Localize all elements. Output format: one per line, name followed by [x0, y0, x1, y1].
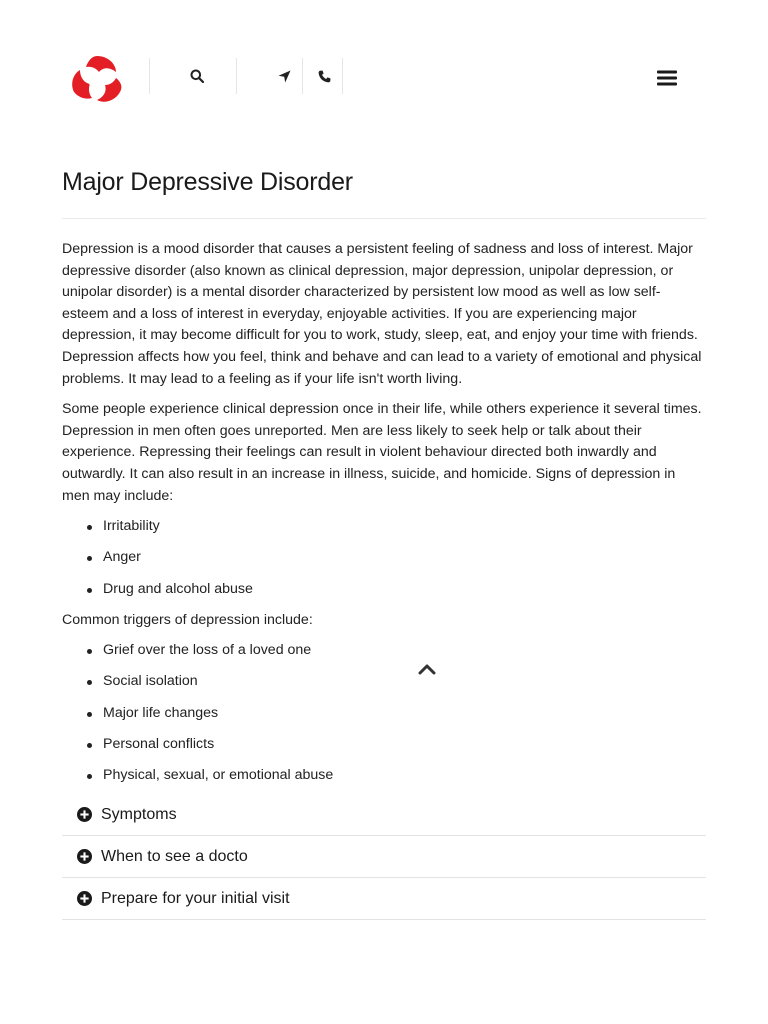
plus-circle-icon: [77, 849, 92, 864]
accordion-prepare-visit[interactable]: [62, 878, 706, 920]
location-arrow-icon[interactable]: [272, 64, 296, 88]
accordion-label: Symptoms: [101, 805, 177, 823]
plus-circle-icon: [77, 891, 92, 906]
accordion-symptoms[interactable]: [62, 794, 706, 836]
list-item: Drug and alcohol abuse: [62, 579, 706, 601]
accordion: [62, 794, 706, 920]
header-divider: [236, 58, 237, 94]
triggers-list: [62, 640, 706, 786]
accordion-label: When to see a docto: [101, 847, 248, 865]
header-divider: [342, 58, 343, 94]
accordion-when-to-see-doctor[interactable]: [62, 836, 706, 878]
list-item: Anger: [62, 547, 706, 569]
men-paragraph: Some people experience clinical depression once in their life, while others experience it several times. Depression in men often goes unreported. Men are less likely to seek help or talk about their experience. Repressing their feelings can result in violent behaviour directed both inwardly and outwardly. It can also result in an increase in illness, suicide, and homicide. Signs of depression in men may include:: [62, 401, 702, 504]
list-item: Irritability: [62, 516, 706, 538]
intro-paragraph: Depression is a mood disorder that causes a persistent feeling of sadness and loss of interest. Major depressive disorder (also known as clinical depression, major depression, unipolar depression, or unipolar disorder) is a mental disorder characterized by persistent low mood as well as low self-esteem and a loss of interest in everyday, enjoyable activities. If you are experiencing major depression, it may become difficult for you to work, study, sleep, eat, and enjoy your time with friends. Depression affects how you feel, think and behave and can lead to a variety of emotional and physical problems. It may lead to a feeling as if your life isn't worth living.: [62, 241, 702, 387]
list-item: Social isolation: [62, 671, 706, 693]
signs-list: [62, 516, 706, 600]
article-content: [62, 163, 706, 796]
list-item: Physical, sexual, or emotional abuse: [62, 765, 706, 787]
header-divider: [302, 58, 303, 94]
brand-logo-icon[interactable]: [70, 54, 124, 104]
accordion-label: Prepare for your initial visit: [101, 889, 290, 907]
list-item: Personal conflicts: [62, 734, 706, 756]
search-icon[interactable]: [185, 64, 209, 88]
header-divider: [149, 58, 150, 94]
title-divider: [62, 218, 706, 219]
hamburger-menu-icon[interactable]: [652, 66, 682, 90]
page-title: Major Depressive Disorder: [62, 168, 353, 196]
list-item: Grief over the loss of a loved one: [62, 640, 706, 662]
chevron-up-icon[interactable]: [416, 660, 438, 678]
triggers-intro: Common triggers of depression include:: [62, 611, 313, 628]
plus-circle-icon: [77, 807, 92, 822]
list-item: Major life changes: [62, 703, 706, 725]
phone-icon[interactable]: [312, 64, 336, 88]
site-header: [0, 0, 768, 150]
